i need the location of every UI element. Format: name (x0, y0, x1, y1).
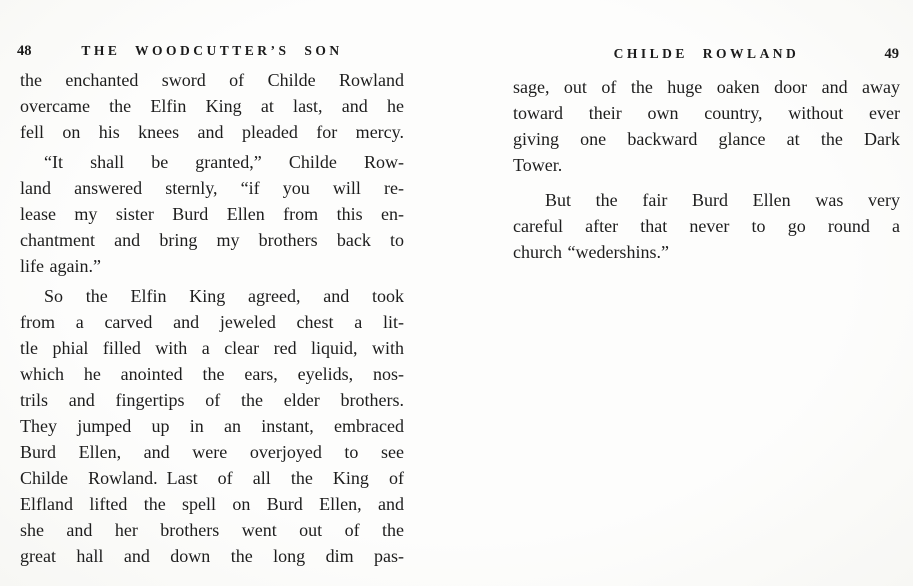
text-line: So the Elfin King agreed, and took (44, 286, 404, 306)
text-line: trils and fingertips of the elder brothers. (20, 390, 404, 410)
page-number-right: 49 (884, 46, 899, 62)
text-line: Tower. (513, 155, 563, 175)
text-line: sage, out of the huge oaken door and away (513, 77, 900, 97)
text-line: which he anointed the ears, eyelids, nos- (20, 364, 404, 384)
right-page-body-text (513, 74, 900, 265)
running-head-left: THE WOODCUTTER’S SON (81, 43, 343, 58)
book-paragraph (513, 187, 900, 265)
running-head-right: CHILDE ROWLAND (613, 46, 800, 61)
text-line: But the fair Burd Ellen was very (545, 190, 900, 210)
text-line: great hall and down the long dim pas- (20, 546, 404, 566)
text-line: They jumped up in an instant, embraced (20, 416, 404, 436)
text-line: careful after that never to go round a (513, 216, 900, 236)
left-page-body-text (20, 67, 404, 569)
book-paragraph (513, 74, 900, 178)
text-line: toward their own country, without ever (513, 103, 900, 123)
text-line: Burd Ellen, and were overjoyed to see (20, 442, 404, 462)
book-paragraph (20, 149, 404, 279)
text-line: church “wedershins.” (513, 242, 669, 262)
text-line: overcame the Elfin King at last, and he (20, 96, 404, 116)
left-page (17, 0, 404, 586)
text-line: life again.” (20, 256, 101, 276)
text-line: giving one backward glance at the Dark (513, 129, 900, 149)
text-line: “It shall be granted,” Childe Row- (44, 152, 404, 172)
text-line: the enchanted sword of Childe Rowland (20, 70, 404, 90)
text-line: she and her brothers went out of the (20, 520, 404, 540)
text-line: land answered sternly, “if you will re- (20, 178, 404, 198)
right-page-header (513, 46, 900, 64)
text-line: Elfland lifted the spell on Burd Ellen, and (20, 494, 404, 514)
text-line: chantment and bring my brothers back to (20, 230, 404, 250)
text-line: lease my sister Burd Ellen from this en- (20, 204, 404, 224)
text-line: from a carved and jeweled chest a lit- (20, 312, 404, 332)
text-line: Childe Rowland. Last of all the King of (20, 468, 404, 488)
text-line: tle phial filled with a clear red liquid, with (20, 338, 404, 358)
book-paragraph (20, 283, 404, 569)
book-paragraph (20, 67, 404, 145)
left-page-header (17, 43, 404, 61)
right-page (513, 0, 900, 586)
page-number-left: 48 (17, 43, 32, 59)
text-line: fell on his knees and pleaded for mercy. (20, 122, 404, 142)
